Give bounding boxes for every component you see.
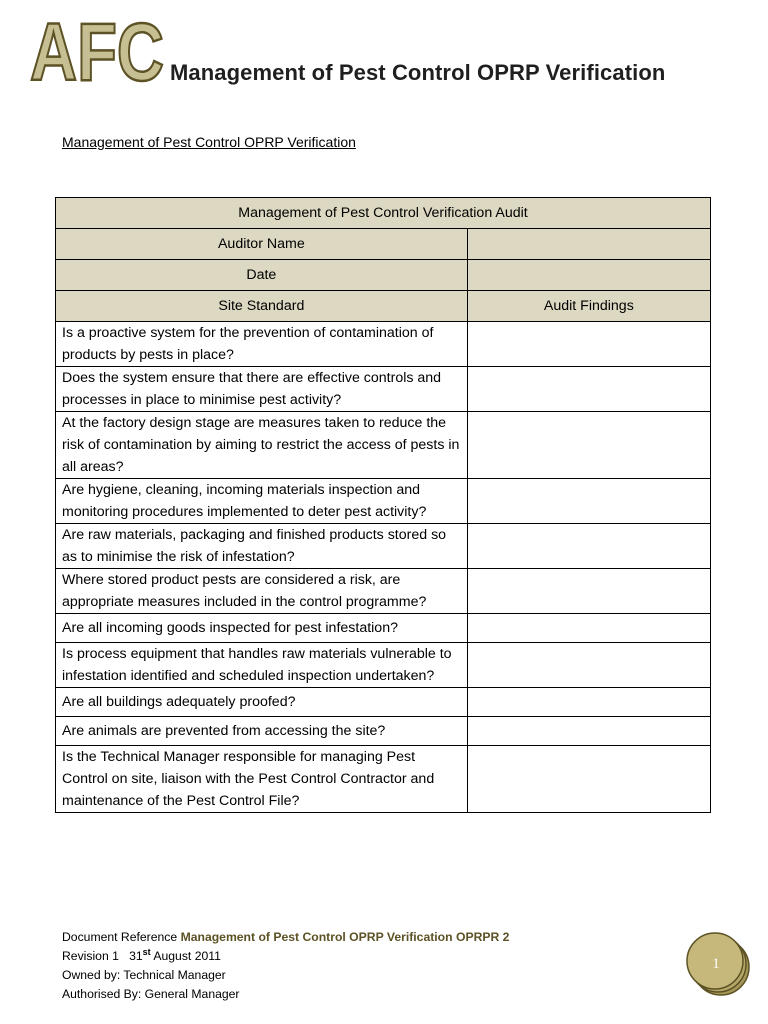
col-header-site-standard: Site Standard	[56, 291, 468, 322]
revision-date-rest: August 2011	[153, 949, 221, 963]
question-cell: Does the system ensure that there are effective controls and processes in place to minimise pest activity?	[56, 367, 468, 412]
table-row	[56, 643, 711, 688]
document-subtitle: Management of Pest Control OPRP Verification	[62, 134, 356, 150]
table-row	[56, 688, 711, 717]
logo-text: AFC	[30, 7, 164, 98]
question-cell: Are raw materials, packaging and finished products stored so as to minimise the risk of infestation?	[56, 524, 468, 569]
finding-cell[interactable]	[467, 322, 710, 367]
date-row	[56, 260, 711, 291]
doc-reference-label: Document Reference	[62, 930, 178, 944]
table-row	[56, 479, 711, 524]
finding-cell[interactable]	[467, 717, 710, 746]
owned-by: Owned by: Technical Manager	[62, 968, 226, 982]
audit-table	[55, 197, 711, 813]
date-field[interactable]	[467, 260, 710, 291]
finding-cell[interactable]	[467, 367, 710, 412]
question-cell: Is a proactive system for the prevention of contamination of products by pests in place?	[56, 322, 468, 367]
authorised-by: Authorised By: General Manager	[62, 987, 240, 1001]
page-number-badge	[684, 930, 750, 996]
document-footer	[62, 928, 509, 1004]
column-header-row	[56, 291, 711, 322]
finding-cell[interactable]	[467, 412, 710, 479]
doc-reference-value: Management of Pest Control OPRP Verification OPRPR 2	[180, 930, 510, 944]
table-title-row	[56, 198, 711, 229]
revision-day: 31	[129, 949, 143, 963]
question-cell: Are animals are prevented from accessing the site?	[56, 717, 468, 746]
finding-cell[interactable]	[467, 746, 710, 813]
finding-cell[interactable]	[467, 524, 710, 569]
date-label: Date	[56, 260, 468, 291]
table-title: Management of Pest Control Verification Audit	[56, 198, 711, 229]
header-title: Management of Pest Control OPRP Verification	[170, 60, 666, 85]
col-header-audit-findings: Audit Findings	[467, 291, 710, 322]
table-row	[56, 322, 711, 367]
question-cell: Is the Technical Manager responsible for managing Pest Control on site, liaison with the Pest Control Contractor and maintenance of the Pest Control File?	[56, 746, 468, 813]
auditor-label: Auditor Name	[56, 229, 468, 260]
question-cell: Are hygiene, cleaning, incoming materials inspection and monitoring procedures implemented to deter pest activity?	[56, 479, 468, 524]
finding-cell[interactable]	[467, 643, 710, 688]
question-cell: Where stored product pests are considered a risk, are appropriate measures included in the control programme?	[56, 569, 468, 614]
revision-line	[62, 947, 509, 966]
finding-cell[interactable]	[467, 688, 710, 717]
auditor-name-field[interactable]	[467, 229, 710, 260]
table-row	[56, 717, 711, 746]
table-row	[56, 524, 711, 569]
table-row	[56, 746, 711, 813]
revision: Revision 1	[62, 949, 119, 963]
finding-cell[interactable]	[467, 614, 710, 643]
question-cell: Are all incoming goods inspected for pest infestation?	[56, 614, 468, 643]
finding-cell[interactable]	[467, 569, 710, 614]
auditor-row	[56, 229, 711, 260]
question-cell: Are all buildings adequately proofed?	[56, 688, 468, 717]
table-row	[56, 412, 711, 479]
table-row	[56, 614, 711, 643]
page-number: 1	[712, 956, 720, 972]
table-row	[56, 367, 711, 412]
question-cell: At the factory design stage are measures taken to reduce the risk of contamination by aiming to restrict the access of pests in all areas?	[56, 412, 468, 479]
revision-day-suffix: st	[142, 946, 151, 957]
finding-cell[interactable]	[467, 479, 710, 524]
afc-logo	[28, 7, 168, 98]
doc-reference-line	[62, 928, 509, 947]
table-row	[56, 569, 711, 614]
question-cell: Is process equipment that handles raw materials vulnerable to infestation identified and scheduled inspection undertaken?	[56, 643, 468, 688]
